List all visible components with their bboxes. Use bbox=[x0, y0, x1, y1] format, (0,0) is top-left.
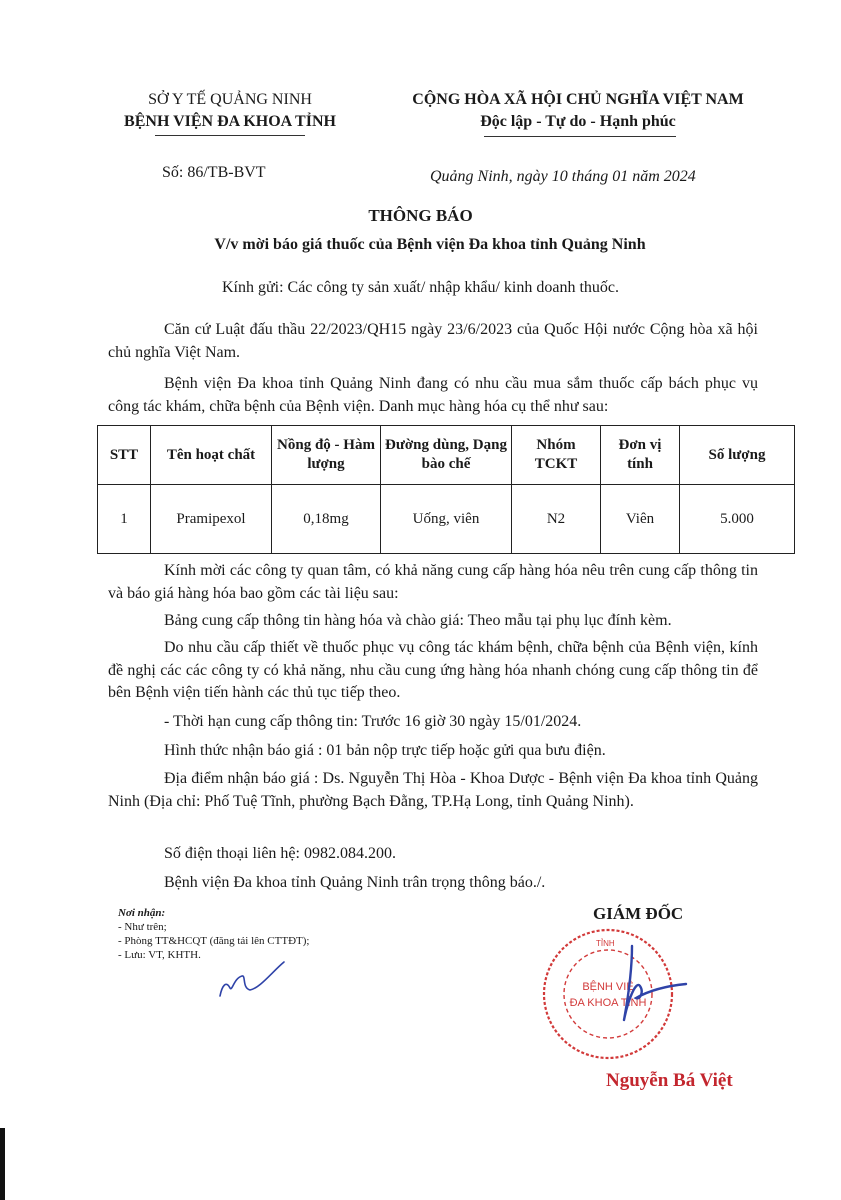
addressee: Kính gửi: Các công ty sản xuất/ nhập khẩu/ kinh doanh thuốc. bbox=[221, 279, 620, 296]
director-signature bbox=[610, 940, 700, 1030]
paragraph-urgency: Do nhu cầu cấp thiết về thuốc phục vụ công tác khám bệnh, chữa bệnh của Bệnh viện, kính đề nghị các các công ty có khả năng, nhu cầu cung ứng hàng hóa nhanh chóng cung cấp thông tin để bên Bệnh viện tiến hành các thủ tục tiếp theo. bbox=[108, 639, 758, 701]
paragraph-need: Bệnh viện Đa khoa tỉnh Quảng Ninh đang có nhu cầu mua sắm thuốc cấp bách phục vụ công tác khám, chữa bệnh của Bệnh viện. Danh mục hàng hóa cụ thể như sau: bbox=[108, 375, 758, 415]
goods-table bbox=[97, 425, 795, 554]
seal-text-line2: ĐA KHOA TỈNH bbox=[569, 997, 647, 1009]
department-name: SỞ Y TẾ QUẢNG NINH bbox=[148, 91, 312, 108]
table-row bbox=[98, 485, 795, 554]
table-header-cell: Đường dùng, Dạng bào chế bbox=[381, 426, 512, 485]
table-header-cell: Nhóm TCKT bbox=[512, 426, 601, 485]
country-name: CỘNG HÒA XÃ HỘI CHỦ NGHĨA VIỆT NAM bbox=[412, 91, 744, 108]
table-header-cell: STT bbox=[98, 426, 151, 485]
signer-position: GIÁM ĐỐC bbox=[593, 904, 684, 923]
table-header-cell: Số lượng bbox=[680, 426, 795, 485]
document-number: Số: 86/TB-BVT bbox=[162, 164, 266, 181]
table-cell: 5.000 bbox=[680, 485, 795, 554]
table-cell: Pramipexol bbox=[151, 485, 272, 554]
document-title: THÔNG BÁO bbox=[368, 206, 473, 225]
table-header-cell: Nồng độ - Hàm lượng bbox=[272, 426, 381, 485]
recipient-item: - Phòng TT&HCQT (đăng tải lên CTTĐT); bbox=[118, 935, 310, 947]
place-date: Quảng Ninh, ngày 10 tháng 01 năm 2024 bbox=[430, 168, 696, 185]
recipients-title: Nơi nhận: bbox=[118, 907, 166, 919]
scan-edge-mark bbox=[0, 1128, 5, 1200]
motto: Độc lập - Tự do - Hạnh phúc bbox=[480, 113, 676, 130]
header-left bbox=[100, 89, 360, 133]
header-left-underline bbox=[155, 135, 305, 136]
paragraph-closing: Bệnh viện Đa khoa tỉnh Quảng Ninh trân trọng thông báo./. bbox=[164, 874, 546, 891]
table-header-cell: Tên hoạt chất bbox=[151, 426, 272, 485]
table-header-row bbox=[98, 426, 795, 485]
table-cell: Viên bbox=[601, 485, 680, 554]
table-cell: N2 bbox=[512, 485, 601, 554]
header-right-underline bbox=[484, 136, 676, 137]
hospital-name: BỆNH VIỆN ĐA KHOA TỈNH bbox=[124, 113, 336, 130]
paragraph-submission-method: Hình thức nhận báo giá : 01 bản nộp trực tiếp hoặc gửi qua bưu điện. bbox=[164, 742, 606, 759]
initials-signature bbox=[212, 958, 292, 1000]
table-cell: Uống, viên bbox=[381, 485, 512, 554]
paragraph-invitation: Kính mời các công ty quan tâm, có khả năng cung cấp hàng hóa nêu trên cung cấp thông tin và báo giá hàng hóa bao gồm các tài liệu sau: bbox=[108, 562, 758, 602]
paragraph-submission-address: Địa điểm nhận báo giá : Ds. Nguyễn Thị Hòa - Khoa Dược - Bệnh viện Đa khoa tỉnh Quảng Ninh (Địa chỉ: Phố Tuệ Tĩnh, phường Bạch Đằng, TP.Hạ Long, tỉnh Quảng Ninh). bbox=[108, 770, 758, 810]
table-cell: 0,18mg bbox=[272, 485, 381, 554]
table-cell: 1 bbox=[98, 485, 151, 554]
signer-name: Nguyễn Bá Việt bbox=[606, 1070, 733, 1091]
recipient-item: - Như trên; bbox=[118, 921, 167, 933]
seal-ring-text: TỈNH bbox=[596, 939, 615, 948]
recipient-item: - Lưu: VT, KHTH. bbox=[118, 949, 201, 961]
header-right bbox=[378, 89, 778, 133]
paragraph-documents: Bảng cung cấp thông tin hàng hóa và chào giá: Theo mẫu tại phụ lục đính kèm. bbox=[164, 612, 672, 629]
table-header-cell: Đơn vị tính bbox=[601, 426, 680, 485]
seal-text-line1: BỆNH VIỆ bbox=[582, 981, 634, 993]
paragraph-deadline: - Thời hạn cung cấp thông tin: Trước 16 giờ 30 ngày 15/01/2024. bbox=[164, 713, 582, 730]
paragraph-phone: Số điện thoại liên hệ: 0982.084.200. bbox=[164, 845, 396, 862]
paragraph-legal-basis: Căn cứ Luật đấu thầu 22/2023/QH15 ngày 23/6/2023 của Quốc Hội nước Cộng hòa xã hội chủ nghĩa Việt Nam. bbox=[108, 321, 758, 361]
recipients-block bbox=[118, 906, 309, 962]
document-subtitle: V/v mời báo giá thuốc của Bệnh viện Đa khoa tỉnh Quảng Ninh bbox=[214, 236, 646, 253]
